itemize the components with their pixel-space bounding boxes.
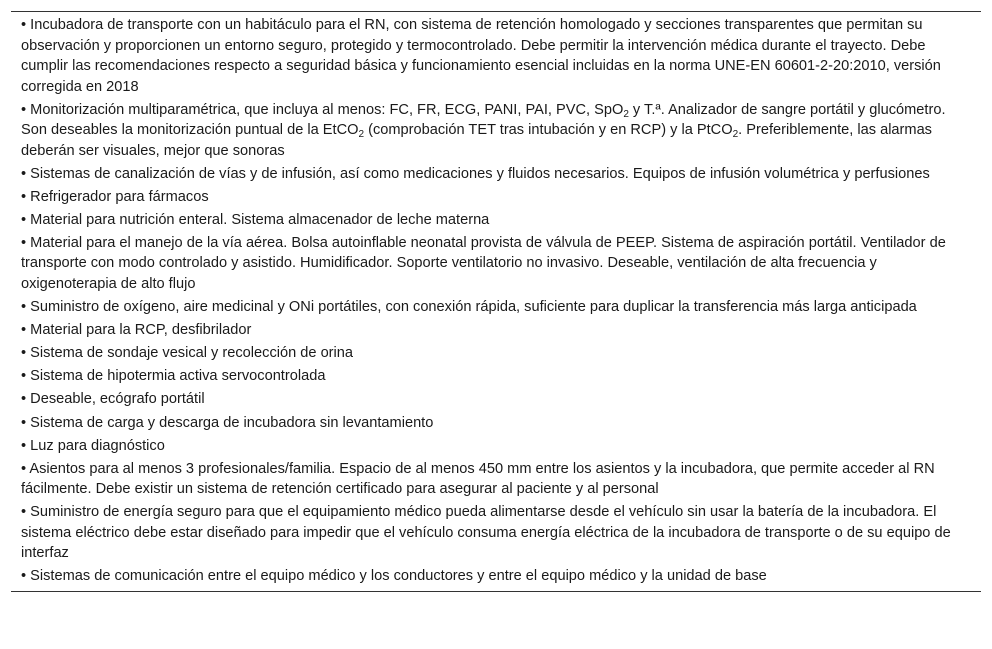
- list-item-infusion: • Sistemas de canalización de vías y de infusión, así como medicaciones y fluidos necesarios. Equipos de infusión volumétrica y perfusiones: [21, 165, 930, 182]
- subscript: 2: [358, 129, 365, 141]
- subscript: 2: [732, 129, 739, 141]
- list-item-light: • Luz para diagnóstico: [21, 437, 165, 454]
- list-item-incubator: • Incubadora de transporte con un habitáculo para el RN, con sistema de retención homologado y secciones transparentes que permitan su observación y proporcionen un entorno seguro, protegido y termocontrolado. Debe permitir la intervención médica durante el trayecto. Debe cumplir las recomendaciones respecto a seguridad básica y funcionamiento esencial incluidas en la norma UNE-EN 60601-2-20:2010, versión corregida en 2018: [21, 17, 941, 95]
- subscript: 2: [623, 108, 629, 120]
- list-item-ultrasound: • Deseable, ecógrafo portátil: [21, 391, 205, 408]
- list-item-airway: • Material para el manejo de la vía aérea. Bolsa autoinflable neonatal provista de válvula de PEEP. Sistema de aspiración portátil. Ventilador de transporte con modo controlado y asistido. Humidificador. Soporte ventilatorio no invasivo. Deseable, ventilación de alta frecuencia y oxigenoterapia de alto flujo: [21, 234, 946, 292]
- list-item-power: • Suministro de energía seguro para que el equipamiento médico pueda alimentarse desde el vehículo sin usar la batería de la incubadora. El sistema eléctrico debe estar diseñado para impedir que el vehículo consuma energía eléctrica de la incubadora de transporte o de su equipo de interfaz: [21, 504, 951, 562]
- list-item-cpr: • Material para la RCP, desfibrilador: [21, 322, 252, 339]
- list-item-nutrition: • Material para nutrición enteral. Sistema almacenador de leche materna: [21, 211, 490, 228]
- monitoring-text-part: (comprobación TET tras intubación y en RCP) y la PtCO: [364, 122, 733, 139]
- list-item-seats: • Asientos para al menos 3 profesionales/familia. Espacio de al menos 450 mm entre los asientos y la incubadora, que permite acceder al RN fácilmente. Debe existir un sistema de retención certificado para asegurar al paciente y al personal: [21, 460, 935, 498]
- list-item-communication: • Sistemas de comunicación entre el equipo médico y los conductores y entre el equipo médico y la unidad de base: [21, 568, 767, 585]
- list-item-monitoring: [11, 100, 981, 162]
- list-item-loading: • Sistema de carga y descarga de incubadora sin levantamiento: [21, 414, 434, 431]
- list-item-refrigerator: • Refrigerador para fármacos: [21, 188, 209, 205]
- list-item-hypothermia: • Sistema de hipotermia activa servocontrolada: [21, 368, 326, 385]
- requirements-table: [11, 11, 981, 592]
- monitoring-text-part: . Preferiblemente, las alarmas deberán ser visuales, mejor que sonoras: [21, 122, 932, 159]
- list-item-oxygen: • Suministro de oxígeno, aire medicinal y ONi portátiles, con conexión rápida, suficiente para duplicar la transferencia más larga anticipada: [21, 299, 917, 316]
- list-item-urinary: • Sistema de sondaje vesical y recolección de orina: [21, 345, 354, 362]
- monitoring-text-part: • Monitorización multiparamétrica, que incluya al menos: FC, FR, ECG, PANI, PAI, PVC, SpO: [21, 101, 624, 118]
- monitoring-text-part: y T.ª. Analizador de sangre portátil y glucómetro. Son deseables la monitorización puntual de la EtCO: [21, 101, 946, 139]
